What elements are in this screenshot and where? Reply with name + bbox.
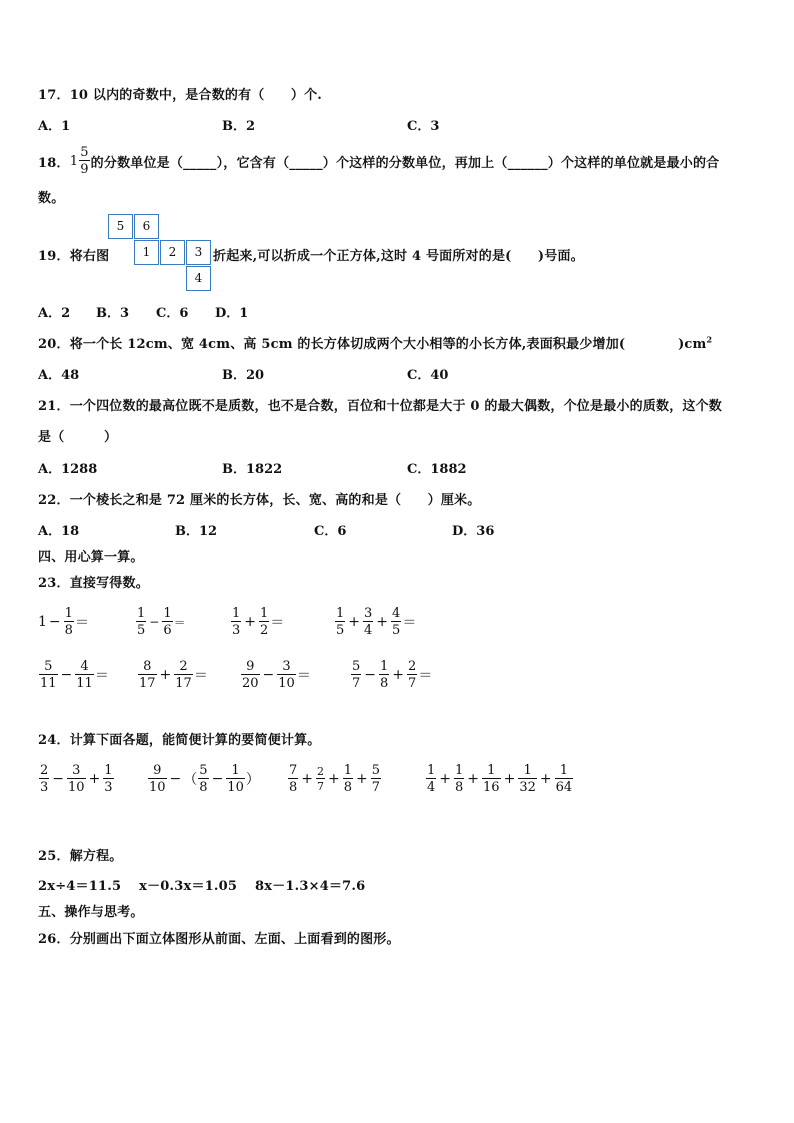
- q23-e4-eq: ＝: [402, 615, 417, 631]
- q21-text-cont: 是（ ）: [38, 430, 118, 445]
- q24-title: 24．计算下面各题，能简便计算的要简便计算。: [38, 733, 321, 748]
- q18-prefix: 18．: [38, 155, 70, 171]
- q23-e3-frac-1: $\frac{1}{3}$: [232, 606, 241, 638]
- q18-text-cont: 数。: [38, 191, 65, 206]
- q20-line: [38, 333, 712, 352]
- q20-unit-sup: 2: [706, 334, 713, 345]
- net-cell-2: 2: [160, 240, 185, 265]
- q23-e2-frac-1: $\frac{1}{5}$: [137, 606, 146, 638]
- q23-expr-6: $\frac{8}{17}$ + $\frac{2}{17}$ ＝: [139, 659, 208, 691]
- q23-e4-frac-1: $\frac{1}{5}$: [336, 606, 345, 638]
- q23-e7-frac-2: $\frac{3}{10}$: [278, 659, 295, 691]
- q18-text: 的分数单位是（_____），它含有（_____）个这样的分数单位，再加上（______）个这样的单位就是最小的合: [90, 155, 720, 171]
- q23-expr-1: 1 − $\frac{1}{8}$ ＝: [38, 606, 89, 638]
- q19-text: 折起来,可以折成一个正方体,这时 4 号面所对的是( )号面。: [213, 249, 584, 264]
- q18-fraction-num: 5: [80, 145, 89, 160]
- q23-e5-eq: ＝: [94, 668, 109, 684]
- q23-e8-frac-1: $\frac{5}{7}$: [352, 659, 361, 691]
- q23-e8-frac-2: $\frac{1}{8}$: [380, 659, 389, 691]
- q22-option-c: C．6: [314, 524, 347, 539]
- q21-option-b: B．1822: [222, 462, 283, 477]
- q22-option-a: A．18: [38, 524, 80, 539]
- q23-e8-eq: ＝: [418, 668, 433, 684]
- section-5-heading: 五、操作与思考。: [38, 905, 144, 920]
- q25-title: 25．解方程。: [38, 849, 123, 864]
- q25-equations: 2x÷4＝11.5 x－0.3x＝1.05 8x－1.3×4＝7.6: [38, 879, 366, 894]
- q21-option-c: C．1882: [407, 462, 467, 477]
- q23-e4-frac-3: $\frac{4}{5}$: [392, 606, 401, 638]
- q22-option-d: D．36: [452, 524, 495, 539]
- section-4-heading: 四、用心算一算。: [38, 550, 144, 565]
- q26-text: 26．分别画出下面立体图形从前面、左面、上面看到的图形。: [38, 932, 400, 947]
- q17-option-b: B．2: [222, 119, 256, 134]
- q23-title: 23．直接写得数。: [38, 576, 149, 591]
- q23-expr-7: $\frac{9}{20}$ − $\frac{3}{10}$ ＝: [242, 659, 311, 691]
- q24-expr-3: $\frac{7}{8}$ + $\frac{2}{7}$ + $\frac{1}{8}$ + $\frac{5}{7}$: [289, 763, 381, 795]
- q20-text: 20．将一个长 12cm、宽 4cm、高 5cm 的长方体切成两个大小相等的小长方体,表面积最少增加( )cm: [38, 337, 707, 352]
- q23-e3-frac-2: $\frac{1}{2}$: [260, 606, 269, 638]
- q19-option-b: B．3: [96, 306, 130, 321]
- q17-option-c: C．3: [407, 119, 440, 134]
- q23-e1-frac: $\frac{1}{8}$: [64, 606, 73, 638]
- q23-e6-eq: ＝: [193, 668, 208, 684]
- q18-line: [38, 146, 719, 176]
- q23-expr-8: $\frac{5}{7}$ − $\frac{1}{8}$ + $\frac{2}{7}$ ＝: [352, 659, 433, 691]
- net-cell-4: 4: [186, 266, 211, 291]
- q19-option-d: D．1: [215, 306, 249, 321]
- q19-option-c: C．6: [156, 306, 189, 321]
- q20-option-c: C．40: [407, 368, 449, 383]
- q23-e1-eq: ＝: [74, 615, 89, 631]
- q23-expr-4: $\frac{1}{5}$ + $\frac{3}{4}$ + $\frac{4}{5}$ ＝: [336, 606, 417, 638]
- q20-option-a: A．48: [38, 368, 80, 383]
- net-cell-6: 6: [134, 214, 159, 239]
- q24-expr-2: $\frac{9}{10}$ − （ $\frac{5}{8}$ − $\frac{1}{10}$ ）: [149, 763, 260, 795]
- q24-expr-4: $\frac{1}{4}$ + $\frac{1}{8}$ + $\frac{1}{16}$ + $\frac{1}{32}$ + $\frac{1}{64}$: [427, 763, 573, 795]
- q21-option-a: A．1288: [38, 462, 98, 477]
- q18-fraction: [79, 146, 89, 176]
- q23-e5-frac-1: $\frac{5}{11}$: [40, 659, 57, 691]
- q23-e8-frac-3: $\frac{2}{7}$: [408, 659, 417, 691]
- q22-text: 22．一个棱长之和是 72 厘米的长方体，长、宽、高的和是（ ）厘米。: [38, 493, 481, 508]
- net-cell-1: 1: [134, 240, 159, 265]
- q17-text: 17．10 以内的奇数中，是合数的有（ ）个.: [38, 88, 323, 103]
- q23-expr-3: $\frac{1}{3}$ + $\frac{1}{2}$ ＝: [232, 606, 285, 638]
- q23-e6-frac-1: $\frac{8}{17}$: [139, 659, 156, 691]
- q23-e4-frac-2: $\frac{3}{4}$: [364, 606, 373, 638]
- q23-e6-frac-2: $\frac{2}{17}$: [175, 659, 192, 691]
- q24-expr-1: $\frac{2}{3}$ − $\frac{3}{10}$ + $\frac{1}{3}$: [40, 763, 113, 795]
- q23-expr-2: $\frac{1}{5}$ − $\frac{1}{6}$ ＝: [137, 606, 186, 638]
- q17-option-a: A．1: [38, 119, 71, 134]
- q23-e2-frac-2: $\frac{1}{6}$: [163, 606, 172, 638]
- net-cell-3: 3: [186, 240, 211, 265]
- q23-expr-5: $\frac{5}{11}$ − $\frac{4}{11}$ ＝: [40, 659, 109, 691]
- q23-e7-frac-1: $\frac{9}{20}$: [242, 659, 259, 691]
- q18-mixed-whole: 1: [69, 153, 79, 169]
- q18-fraction-den: 9: [80, 162, 89, 177]
- q23-e2-eq: ＝: [173, 615, 186, 630]
- q19-prefix: 19．将右图: [38, 249, 110, 264]
- q19-option-a: A．2: [38, 306, 71, 321]
- q23-e1-whole: 1: [38, 614, 47, 630]
- q23-e5-frac-2: $\frac{4}{11}$: [76, 659, 93, 691]
- q22-option-b: B．12: [175, 524, 218, 539]
- q23-e3-eq: ＝: [270, 615, 285, 631]
- q21-text: 21．一个四位数的最高位既不是质数，也不是合数，百位和十位都是大于 0 的最大偶数，个位是最小的质数，这个数: [38, 399, 722, 414]
- q20-option-b: B．20: [222, 368, 265, 383]
- net-cell-5: 5: [108, 214, 133, 239]
- q23-e7-eq: ＝: [296, 668, 311, 684]
